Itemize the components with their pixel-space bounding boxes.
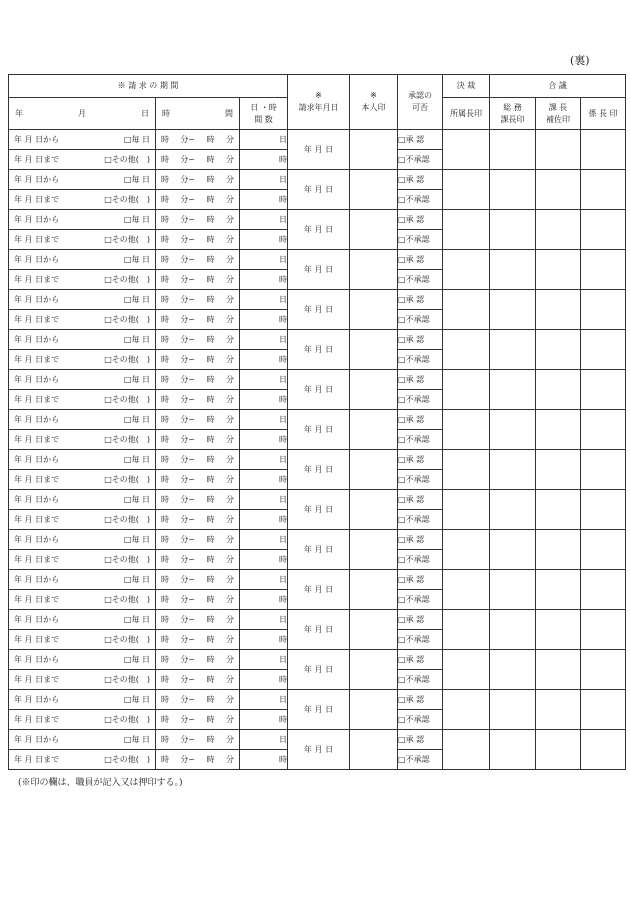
approve-option[interactable]: □承 認	[398, 650, 443, 670]
request-date-cell[interactable]: 年 月 日	[288, 170, 350, 210]
dept-head-seal-cell	[443, 330, 490, 370]
request-date-cell[interactable]: 年 月 日	[288, 210, 350, 250]
dept-head-seal-cell	[443, 250, 490, 290]
seal-cell[interactable]	[350, 570, 398, 610]
time-from-cell[interactable]: 時 分~ 時 分	[156, 610, 240, 630]
chief-seal-cell	[581, 450, 626, 490]
dept-head-seal-cell	[443, 130, 490, 170]
table-row	[9, 690, 626, 710]
until-date-cell[interactable]: 年 月 日まで □その他( )	[9, 430, 156, 450]
hours-cell[interactable]: 時	[240, 230, 288, 250]
table-row	[9, 410, 626, 430]
deputy-seal-cell	[536, 610, 581, 650]
hours-cell[interactable]: 時	[240, 390, 288, 410]
dept-head-seal-cell	[443, 610, 490, 650]
general-affairs-seal-cell	[490, 250, 536, 290]
table-row	[9, 650, 626, 670]
dept-head-seal-cell	[443, 170, 490, 210]
time-from-cell[interactable]: 時 分~ 時 分	[156, 450, 240, 470]
council-header: 合 議	[490, 75, 626, 98]
days-cell[interactable]: 日	[240, 130, 288, 150]
table-row	[9, 210, 626, 230]
from-date-cell[interactable]: 年 月 日から □毎 日	[9, 410, 156, 430]
chief-seal-cell	[581, 170, 626, 210]
until-date-cell[interactable]: 年 月 日まで □その他( )	[9, 310, 156, 330]
from-date-cell[interactable]: 年 月 日から □毎 日	[9, 610, 156, 630]
approval-header: 承認の 可否	[398, 75, 443, 130]
general-affairs-seal-cell	[490, 610, 536, 650]
date-header: 年 月 日	[9, 98, 156, 130]
chief-seal-cell	[581, 650, 626, 690]
hours-cell[interactable]: 時	[240, 350, 288, 370]
general-affairs-seal-cell	[490, 210, 536, 250]
approve-option[interactable]: □承 認	[398, 570, 443, 590]
time-to-cell[interactable]: 時 分~ 時 分	[156, 550, 240, 570]
seal-cell[interactable]	[350, 210, 398, 250]
approve-option[interactable]: □承 認	[398, 690, 443, 710]
approve-option[interactable]: □承 認	[398, 210, 443, 230]
time-from-cell[interactable]: 時 分~ 時 分	[156, 730, 240, 750]
hours-cell[interactable]: 時	[240, 550, 288, 570]
disapprove-option[interactable]: □不承認	[398, 510, 443, 530]
table-row	[9, 730, 626, 750]
days-cell[interactable]: 日	[240, 290, 288, 310]
general-affairs-seal-cell	[490, 730, 536, 770]
until-date-cell[interactable]: 年 月 日まで □その他( )	[9, 230, 156, 250]
days-cell[interactable]: 日	[240, 330, 288, 350]
from-date-cell[interactable]: 年 月 日から □毎 日	[9, 650, 156, 670]
general-affairs-seal-cell	[490, 530, 536, 570]
time-to-cell[interactable]: 時 分~ 時 分	[156, 430, 240, 450]
hours-cell[interactable]: 時	[240, 190, 288, 210]
chief-seal-cell	[581, 290, 626, 330]
general-affairs-seal-cell	[490, 690, 536, 730]
from-date-cell[interactable]: 年 月 日から □毎 日	[9, 730, 156, 750]
chief-seal-cell	[581, 530, 626, 570]
chief-seal-cell	[581, 490, 626, 530]
days-cell[interactable]: 日	[240, 450, 288, 470]
request-date-cell[interactable]: 年 月 日	[288, 250, 350, 290]
until-date-cell[interactable]: 年 月 日まで □その他( )	[9, 750, 156, 770]
dept-head-seal-cell	[443, 650, 490, 690]
deputy-seal-cell	[536, 170, 581, 210]
chief-seal-header: 係 長 印	[581, 98, 626, 130]
time-to-cell[interactable]: 時 分~ 時 分	[156, 670, 240, 690]
general-affairs-seal-cell	[490, 330, 536, 370]
seal-cell[interactable]	[350, 170, 398, 210]
days-cell[interactable]: 日	[240, 210, 288, 230]
request-date-cell[interactable]: 年 月 日	[288, 610, 350, 650]
time-from-cell[interactable]: 時 分~ 時 分	[156, 250, 240, 270]
approve-option[interactable]: □承 認	[398, 410, 443, 430]
deputy-seal-cell	[536, 130, 581, 170]
from-date-cell[interactable]: 年 月 日から □毎 日	[9, 530, 156, 550]
time-from-cell[interactable]: 時 分~ 時 分	[156, 690, 240, 710]
time-to-cell[interactable]: 時 分~ 時 分	[156, 150, 240, 170]
time-to-cell[interactable]: 時 分~ 時 分	[156, 750, 240, 770]
time-to-cell[interactable]: 時 分~ 時 分	[156, 590, 240, 610]
disapprove-option[interactable]: □不承認	[398, 150, 443, 170]
seal-cell[interactable]	[350, 250, 398, 290]
request-date-cell[interactable]: 年 月 日	[288, 410, 350, 450]
deputy-seal-header: 課 長 補佐印	[536, 98, 581, 130]
time-to-cell[interactable]: 時 分~ 時 分	[156, 470, 240, 490]
approve-option[interactable]: □承 認	[398, 370, 443, 390]
chief-seal-cell	[581, 370, 626, 410]
until-date-cell[interactable]: 年 月 日まで □その他( )	[9, 270, 156, 290]
time-to-cell[interactable]: 時 分~ 時 分	[156, 350, 240, 370]
from-date-cell[interactable]: 年 月 日から □毎 日	[9, 570, 156, 590]
time-to-cell[interactable]: 時 分~ 時 分	[156, 310, 240, 330]
deputy-seal-cell	[536, 530, 581, 570]
time-from-cell[interactable]: 時 分~ 時 分	[156, 290, 240, 310]
seal-cell[interactable]	[350, 410, 398, 450]
request-date-cell[interactable]: 年 月 日	[288, 650, 350, 690]
time-from-cell[interactable]: 時 分~ 時 分	[156, 530, 240, 550]
deputy-seal-cell	[536, 250, 581, 290]
until-date-cell[interactable]: 年 月 日まで □その他( )	[9, 550, 156, 570]
general-affairs-seal-cell	[490, 450, 536, 490]
hours-cell[interactable]: 時	[240, 630, 288, 650]
general-affairs-seal-cell	[490, 650, 536, 690]
seal-cell[interactable]	[350, 370, 398, 410]
time-header: 時 間	[156, 98, 240, 130]
seal-cell[interactable]	[350, 450, 398, 490]
request-date-cell[interactable]: 年 月 日	[288, 530, 350, 570]
hours-cell[interactable]: 時	[240, 430, 288, 450]
disapprove-option[interactable]: □不承認	[398, 670, 443, 690]
dept-head-seal-cell	[443, 690, 490, 730]
disapprove-option[interactable]: □不承認	[398, 230, 443, 250]
time-to-cell[interactable]: 時 分~ 時 分	[156, 390, 240, 410]
hours-cell[interactable]: 時	[240, 750, 288, 770]
general-affairs-seal-cell	[490, 290, 536, 330]
from-date-cell[interactable]: 年 月 日から □毎 日	[9, 130, 156, 150]
hours-cell[interactable]: 時	[240, 150, 288, 170]
time-from-cell[interactable]: 時 分~ 時 分	[156, 210, 240, 230]
period-title: ※ 請 求 の 期 間	[9, 75, 288, 98]
time-from-cell[interactable]: 時 分~ 時 分	[156, 170, 240, 190]
disapprove-option[interactable]: □不承認	[398, 190, 443, 210]
general-affairs-seal-cell	[490, 370, 536, 410]
decision-header: 決 裁	[443, 75, 490, 98]
approve-option[interactable]: □承 認	[398, 490, 443, 510]
days-cell[interactable]: 日	[240, 490, 288, 510]
deputy-seal-cell	[536, 330, 581, 370]
until-date-cell[interactable]: 年 月 日まで □その他( )	[9, 590, 156, 610]
disapprove-option[interactable]: □不承認	[398, 270, 443, 290]
days-cell[interactable]: 日	[240, 610, 288, 630]
days-cell[interactable]: 日	[240, 250, 288, 270]
until-date-cell[interactable]: 年 月 日まで □その他( )	[9, 190, 156, 210]
table-row	[9, 130, 626, 150]
chief-seal-cell	[581, 570, 626, 610]
seal-cell[interactable]	[350, 610, 398, 650]
seal-cell[interactable]	[350, 650, 398, 690]
disapprove-option[interactable]: □不承認	[398, 590, 443, 610]
seal-cell[interactable]	[350, 530, 398, 570]
table-row	[9, 570, 626, 590]
general-affairs-seal-header: 総 務 課長印	[490, 98, 536, 130]
seal-cell[interactable]	[350, 490, 398, 530]
dept-head-seal-cell	[443, 530, 490, 570]
table-row	[9, 490, 626, 510]
time-from-cell[interactable]: 時 分~ 時 分	[156, 410, 240, 430]
approve-option[interactable]: □承 認	[398, 450, 443, 470]
approve-option[interactable]: □承 認	[398, 730, 443, 750]
chief-seal-cell	[581, 610, 626, 650]
until-date-cell[interactable]: 年 月 日まで □その他( )	[9, 390, 156, 410]
approve-option[interactable]: □承 認	[398, 250, 443, 270]
hours-cell[interactable]: 時	[240, 710, 288, 730]
time-to-cell[interactable]: 時 分~ 時 分	[156, 710, 240, 730]
table-row	[9, 250, 626, 270]
hours-cell[interactable]: 時	[240, 590, 288, 610]
days-cell[interactable]: 日	[240, 690, 288, 710]
deputy-seal-cell	[536, 690, 581, 730]
hours-cell[interactable]: 時	[240, 670, 288, 690]
request-date-cell[interactable]: 年 月 日	[288, 370, 350, 410]
deputy-seal-cell	[536, 290, 581, 330]
chief-seal-cell	[581, 410, 626, 450]
disapprove-option[interactable]: □不承認	[398, 350, 443, 370]
dept-head-seal-cell	[443, 730, 490, 770]
days-cell[interactable]: 日	[240, 650, 288, 670]
dept-head-seal-cell	[443, 370, 490, 410]
table-row	[9, 530, 626, 550]
table-row	[9, 610, 626, 630]
approve-option[interactable]: □承 認	[398, 170, 443, 190]
seal-cell[interactable]	[350, 130, 398, 170]
deputy-seal-cell	[536, 210, 581, 250]
time-to-cell[interactable]: 時 分~ 時 分	[156, 630, 240, 650]
chief-seal-cell	[581, 210, 626, 250]
dept-head-seal-header: 所属長印	[443, 98, 490, 130]
from-date-cell[interactable]: 年 月 日から □毎 日	[9, 290, 156, 310]
until-date-cell[interactable]: 年 月 日まで □その他( )	[9, 350, 156, 370]
table-row	[9, 290, 626, 310]
days-cell[interactable]: 日	[240, 730, 288, 750]
table-row	[9, 170, 626, 190]
time-to-cell[interactable]: 時 分~ 時 分	[156, 190, 240, 210]
dept-head-seal-cell	[443, 490, 490, 530]
dept-head-seal-cell	[443, 450, 490, 490]
general-affairs-seal-cell	[490, 410, 536, 450]
days-cell[interactable]: 日	[240, 170, 288, 190]
until-date-cell[interactable]: 年 月 日まで □その他( )	[9, 470, 156, 490]
request-date-header: ※ 請求年月日	[288, 75, 350, 130]
until-date-cell[interactable]: 年 月 日まで □その他( )	[9, 670, 156, 690]
deputy-seal-cell	[536, 450, 581, 490]
general-affairs-seal-cell	[490, 570, 536, 610]
time-to-cell[interactable]: 時 分~ 時 分	[156, 510, 240, 530]
general-affairs-seal-cell	[490, 130, 536, 170]
time-from-cell[interactable]: 時 分~ 時 分	[156, 490, 240, 510]
chief-seal-cell	[581, 730, 626, 770]
chief-seal-cell	[581, 130, 626, 170]
time-to-cell[interactable]: 時 分~ 時 分	[156, 270, 240, 290]
days-cell[interactable]: 日	[240, 410, 288, 430]
hours-cell[interactable]: 時	[240, 310, 288, 330]
from-date-cell[interactable]: 年 月 日から □毎 日	[9, 490, 156, 510]
dept-head-seal-cell	[443, 210, 490, 250]
hours-cell[interactable]: 時	[240, 270, 288, 290]
approve-option[interactable]: □承 認	[398, 290, 443, 310]
from-date-cell[interactable]: 年 月 日から □毎 日	[9, 690, 156, 710]
deputy-seal-cell	[536, 650, 581, 690]
disapprove-option[interactable]: □不承認	[398, 710, 443, 730]
from-date-cell[interactable]: 年 月 日から □毎 日	[9, 370, 156, 390]
disapprove-option[interactable]: □不承認	[398, 310, 443, 330]
table-row	[9, 330, 626, 350]
back-side-label: (裏)	[570, 54, 590, 67]
seal-cell[interactable]	[350, 690, 398, 730]
approve-option[interactable]: □承 認	[398, 530, 443, 550]
chief-seal-cell	[581, 690, 626, 730]
until-date-cell[interactable]: 年 月 日まで □その他( )	[9, 630, 156, 650]
request-date-cell[interactable]: 年 月 日	[288, 290, 350, 330]
hours-cell[interactable]: 時	[240, 470, 288, 490]
deputy-seal-cell	[536, 570, 581, 610]
time-from-cell[interactable]: 時 分~ 時 分	[156, 570, 240, 590]
time-from-cell[interactable]: 時 分~ 時 分	[156, 330, 240, 350]
request-date-cell[interactable]: 年 月 日	[288, 730, 350, 770]
dept-head-seal-cell	[443, 570, 490, 610]
from-date-cell[interactable]: 年 月 日から □毎 日	[9, 250, 156, 270]
request-date-cell[interactable]: 年 月 日	[288, 450, 350, 490]
time-from-cell[interactable]: 時 分~ 時 分	[156, 650, 240, 670]
deputy-seal-cell	[536, 370, 581, 410]
request-form-table	[8, 74, 626, 770]
from-date-cell[interactable]: 年 月 日から □毎 日	[9, 170, 156, 190]
table-row	[9, 450, 626, 470]
approve-option[interactable]: □承 認	[398, 610, 443, 630]
from-date-cell[interactable]: 年 月 日から □毎 日	[9, 450, 156, 470]
request-date-cell[interactable]: 年 月 日	[288, 690, 350, 730]
days-cell[interactable]: 日	[240, 530, 288, 550]
deputy-seal-cell	[536, 490, 581, 530]
request-date-cell[interactable]: 年 月 日	[288, 130, 350, 170]
seal-header: ※ 本人印	[350, 75, 398, 130]
disapprove-option[interactable]: □不承認	[398, 550, 443, 570]
from-date-cell[interactable]: 年 月 日から □毎 日	[9, 330, 156, 350]
disapprove-option[interactable]: □不承認	[398, 390, 443, 410]
time-from-cell[interactable]: 時 分~ 時 分	[156, 130, 240, 150]
deputy-seal-cell	[536, 410, 581, 450]
request-date-cell[interactable]: 年 月 日	[288, 570, 350, 610]
hours-cell[interactable]: 時	[240, 510, 288, 530]
seal-cell[interactable]	[350, 730, 398, 770]
seal-cell[interactable]	[350, 330, 398, 370]
until-date-cell[interactable]: 年 月 日まで □その他( )	[9, 510, 156, 530]
general-affairs-seal-cell	[490, 170, 536, 210]
table-row	[9, 370, 626, 390]
disapprove-option[interactable]: □不承認	[398, 630, 443, 650]
until-date-cell[interactable]: 年 月 日まで □その他( )	[9, 150, 156, 170]
footnote: (※印の欄は、職員が記入又は押印する。)	[18, 778, 183, 788]
approve-option[interactable]: □承 認	[398, 130, 443, 150]
days-cell[interactable]: 日	[240, 570, 288, 590]
seal-cell[interactable]	[350, 290, 398, 330]
from-date-cell[interactable]: 年 月 日から □毎 日	[9, 210, 156, 230]
approve-option[interactable]: □承 認	[398, 330, 443, 350]
request-date-cell[interactable]: 年 月 日	[288, 490, 350, 530]
days-hours-header: 日 ・時 間 数	[240, 98, 288, 130]
until-date-cell[interactable]: 年 月 日まで □その他( )	[9, 710, 156, 730]
general-affairs-seal-cell	[490, 490, 536, 530]
request-date-cell[interactable]: 年 月 日	[288, 330, 350, 370]
disapprove-option[interactable]: □不承認	[398, 750, 443, 770]
disapprove-option[interactable]: □不承認	[398, 430, 443, 450]
disapprove-option[interactable]: □不承認	[398, 470, 443, 490]
chief-seal-cell	[581, 330, 626, 370]
days-cell[interactable]: 日	[240, 370, 288, 390]
deputy-seal-cell	[536, 730, 581, 770]
dept-head-seal-cell	[443, 410, 490, 450]
time-from-cell[interactable]: 時 分~ 時 分	[156, 370, 240, 390]
chief-seal-cell	[581, 250, 626, 290]
dept-head-seal-cell	[443, 290, 490, 330]
time-to-cell[interactable]: 時 分~ 時 分	[156, 230, 240, 250]
